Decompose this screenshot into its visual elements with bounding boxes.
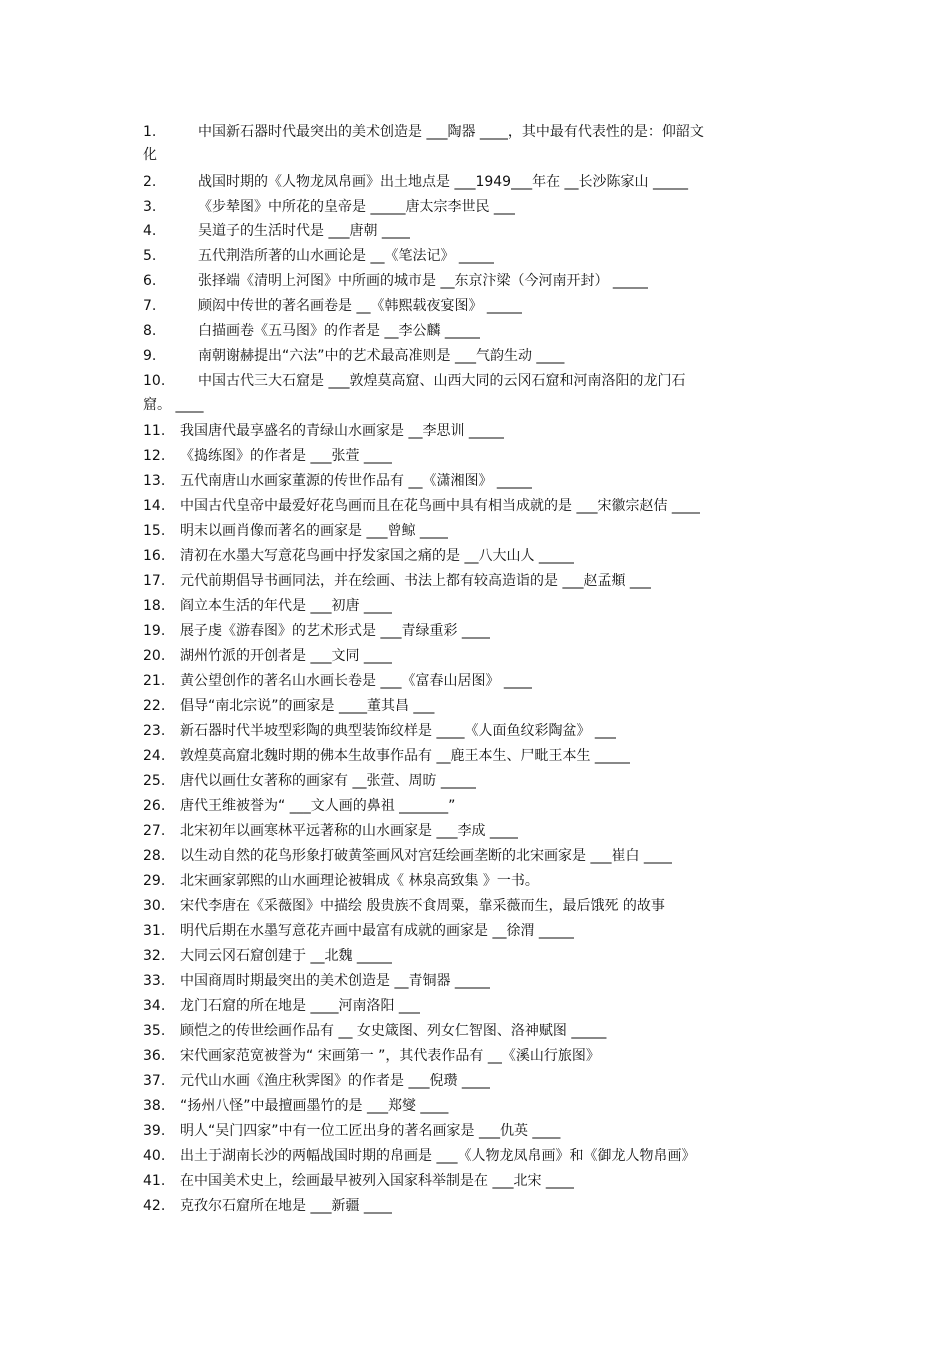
question-number: 33. bbox=[143, 973, 166, 989]
question-number: 27. bbox=[143, 823, 166, 839]
question-text: 战国时期的《人物龙凤帛画》出土地点是 ___1949___年在 __长沙陈家山 _____ bbox=[198, 174, 688, 190]
question-item bbox=[143, 322, 480, 340]
question-item bbox=[143, 447, 392, 465]
question-number: 13. bbox=[143, 473, 166, 489]
question-number: 23. bbox=[143, 723, 166, 739]
question-number: 15. bbox=[143, 523, 166, 539]
question-text: 我国唐代最享盛名的青绿山水画家是 __李思训 _____ bbox=[180, 423, 504, 439]
question-text: 唐代王维被誉为“ ___文人画的鼻祖 _______” bbox=[180, 798, 456, 814]
question-text: 以生动自然的花鸟形象打破黄筌画风对宫廷绘画垄断的北宋画家是 ___崔白 ____ bbox=[180, 848, 672, 864]
question-text: 展子虔《游春图》的艺术形式是 ___青绿重彩 ____ bbox=[180, 623, 490, 639]
question-item bbox=[143, 922, 574, 940]
question-item bbox=[143, 372, 685, 390]
question-number: 4. bbox=[143, 223, 157, 239]
question-number: 34. bbox=[143, 998, 166, 1014]
question-text: 湖州竹派的开创者是 ___文同 ____ bbox=[180, 648, 392, 664]
question-item bbox=[143, 747, 630, 765]
question-text: 元代山水画《渔庄秋霁图》的作者是 ___倪瓒 ____ bbox=[180, 1073, 490, 1089]
question-number: 2. bbox=[143, 174, 157, 190]
question-number: 14. bbox=[143, 498, 166, 514]
question-text: 大同云冈石窟创建于 __北魏 _____ bbox=[180, 948, 392, 964]
question-text-continuation: 化 bbox=[143, 147, 157, 163]
question-text: 唐代以画仕女著称的画家有 __张萱、周昉 _____ bbox=[180, 773, 476, 789]
question-text: 出土于湖南长沙的两幅战国时期的帛画是 ___《人物龙凤帛画》和《御龙人物帛画》 bbox=[180, 1148, 696, 1164]
question-item bbox=[143, 647, 392, 665]
question-item bbox=[143, 247, 494, 265]
question-number: 6. bbox=[143, 273, 157, 289]
question-text: 明末以画肖像而著名的画家是 ___曾鲸 ____ bbox=[180, 523, 448, 539]
question-item bbox=[143, 1147, 695, 1165]
question-item bbox=[143, 772, 476, 790]
question-number: 16. bbox=[143, 548, 166, 564]
question-text: “扬州八怪”中最擅画墨竹的是 ___郑燮 ____ bbox=[180, 1098, 449, 1114]
question-number: 37. bbox=[143, 1073, 166, 1089]
question-item bbox=[143, 972, 490, 990]
question-item bbox=[143, 272, 648, 290]
question-text: 中国新石器时代最突出的美术创造是 ___陶器 ____，其中最有代表性的是：仰韶文 bbox=[198, 124, 704, 140]
question-item bbox=[143, 1172, 574, 1190]
question-item bbox=[143, 572, 651, 590]
question-text-continuation: 窟。 ____ bbox=[143, 397, 204, 413]
question-item bbox=[143, 297, 522, 315]
question-number: 5. bbox=[143, 248, 157, 264]
question-number: 38. bbox=[143, 1098, 166, 1114]
question-item bbox=[143, 422, 504, 440]
question-item bbox=[143, 222, 410, 240]
question-text: 北宋初年以画寒林平远著称的山水画家是 ___李成 ____ bbox=[180, 823, 518, 839]
question-text: 克孜尔石窟所在地是 ___新疆 ____ bbox=[180, 1198, 392, 1214]
question-number: 3. bbox=[143, 199, 157, 215]
question-number: 24. bbox=[143, 748, 166, 764]
question-text: 吴道子的生活时代是 ___唐朝 ____ bbox=[198, 223, 410, 239]
question-number: 17. bbox=[143, 573, 166, 589]
question-text: 清初在水墨大写意花鸟画中抒发家国之痛的是 __八大山人 _____ bbox=[180, 548, 574, 564]
question-number: 39. bbox=[143, 1123, 166, 1139]
question-item bbox=[143, 872, 539, 890]
question-number: 1. bbox=[143, 124, 157, 140]
question-number: 11. bbox=[143, 423, 166, 439]
question-number: 7. bbox=[143, 298, 157, 314]
question-item bbox=[143, 173, 688, 191]
question-text: 张择端《清明上河图》中所画的城市是 __东京汴梁（今河南开封） _____ bbox=[198, 273, 648, 289]
question-item bbox=[143, 522, 448, 540]
question-item bbox=[143, 847, 672, 865]
question-number: 8. bbox=[143, 323, 157, 339]
question-text: 阎立本生活的年代是 ___初唐 ____ bbox=[180, 598, 392, 614]
question-item bbox=[143, 547, 574, 565]
question-number: 30. bbox=[143, 898, 166, 914]
question-number: 31. bbox=[143, 923, 166, 939]
question-text: 顾闳中传世的著名画卷是 __《韩熙载夜宴图》 _____ bbox=[198, 298, 522, 314]
question-item bbox=[143, 472, 532, 490]
question-text: 北宋画家郭熙的山水画理论被辑成《 林泉高致集 》一书。 bbox=[180, 873, 539, 889]
question-text: 元代前期倡导书画同法，并在绘画、书法上都有较高造诣的是 ___赵孟頫 ___ bbox=[180, 573, 651, 589]
question-text: 《步辇图》中所花的皇帝是 _____唐太宗李世民 ___ bbox=[198, 199, 515, 215]
question-item bbox=[143, 1022, 606, 1040]
question-item bbox=[143, 1047, 600, 1065]
question-text: 黄公望创作的著名山水画长卷是 ___《富春山居图》 ____ bbox=[180, 673, 532, 689]
question-item bbox=[143, 722, 616, 740]
question-number: 26. bbox=[143, 798, 166, 814]
question-number: 20. bbox=[143, 648, 166, 664]
question-item bbox=[143, 797, 455, 815]
question-item bbox=[143, 347, 564, 365]
question-number: 19. bbox=[143, 623, 166, 639]
question-number: 41. bbox=[143, 1173, 166, 1189]
question-number: 28. bbox=[143, 848, 166, 864]
question-item bbox=[143, 497, 700, 515]
question-number: 21. bbox=[143, 673, 166, 689]
question-text: 宋代李唐在《采薇图》中描绘 殷贵族不食周粟，靠采薇而生，最后饿死 的故事 bbox=[180, 898, 665, 914]
question-item bbox=[143, 597, 392, 615]
question-number: 29. bbox=[143, 873, 166, 889]
question-number: 35. bbox=[143, 1023, 166, 1039]
question-text: 《捣练图》的作者是 ___张萱 ____ bbox=[180, 448, 392, 464]
question-item bbox=[143, 897, 665, 915]
question-number: 40. bbox=[143, 1148, 166, 1164]
question-text: 中国商周时期最突出的美术创造是 __青铜器 _____ bbox=[180, 973, 490, 989]
question-item bbox=[143, 697, 434, 715]
question-item bbox=[143, 123, 704, 141]
question-text: 倡导“南北宗说”的画家是 ____董其昌 ___ bbox=[180, 698, 435, 714]
question-number: 25. bbox=[143, 773, 166, 789]
question-number: 9. bbox=[143, 348, 157, 364]
question-text: 龙门石窟的所在地是 ____河南洛阳 ___ bbox=[180, 998, 420, 1014]
question-number: 32. bbox=[143, 948, 166, 964]
question-number: 12. bbox=[143, 448, 166, 464]
question-number: 22. bbox=[143, 698, 166, 714]
question-text: 顾恺之的传世绘画作品有 __ 女史箴图、列女仁智图、洛神赋图 _____ bbox=[180, 1023, 607, 1039]
question-item bbox=[143, 1072, 490, 1090]
question-text: 明人“吴门四家”中有一位工匠出身的著名画家是 ___仇英 ____ bbox=[180, 1123, 561, 1139]
question-text: 新石器时代半坡型彩陶的典型装饰纹样是 ____《人面鱼纹彩陶盆》 ___ bbox=[180, 723, 616, 739]
question-item bbox=[143, 198, 515, 216]
question-number: 10. bbox=[143, 373, 166, 389]
question-text: 中国古代皇帝中最爱好花鸟画而且在花鸟画中具有相当成就的是 ___宋徽宗赵佶 ____ bbox=[180, 498, 700, 514]
question-item bbox=[143, 1097, 448, 1115]
question-text: 敦煌莫高窟北魏时期的佛本生故事作品有 __鹿王本生、尸毗王本生 _____ bbox=[180, 748, 630, 764]
question-number: 18. bbox=[143, 598, 166, 614]
question-text: 白描画卷《五马图》的作者是 __李公麟 _____ bbox=[198, 323, 480, 339]
question-item bbox=[143, 997, 420, 1015]
question-item bbox=[143, 822, 518, 840]
question-item bbox=[143, 947, 392, 965]
question-text: 在中国美术史上，绘画最早被列入国家科举制是在 ___北宋 ____ bbox=[180, 1173, 574, 1189]
question-text: 中国古代三大石窟是 ___敦煌莫高窟、山西大同的云冈石窟和河南洛阳的龙门石 bbox=[198, 373, 686, 389]
question-text: 宋代画家范宽被誉为“ 宋画第一 ”，其代表作品有 __《溪山行旅图》 bbox=[180, 1048, 600, 1064]
question-text: 明代后期在水墨写意花卉画中最富有成就的画家是 __徐渭 _____ bbox=[180, 923, 574, 939]
question-text: 南朝谢赫提出“六法”中的艺术最高准则是 ___气韵生动 ____ bbox=[198, 348, 565, 364]
question-number: 36. bbox=[143, 1048, 166, 1064]
question-item bbox=[143, 1197, 392, 1215]
question-item bbox=[143, 622, 490, 640]
question-text: 五代荆浩所著的山水画论是 __《笔法记》 _____ bbox=[198, 248, 494, 264]
question-item bbox=[143, 672, 532, 690]
question-item bbox=[143, 1122, 560, 1140]
question-number: 42. bbox=[143, 1198, 166, 1214]
question-text: 五代南唐山水画家董源的传世作品有 __《潇湘图》 _____ bbox=[180, 473, 532, 489]
